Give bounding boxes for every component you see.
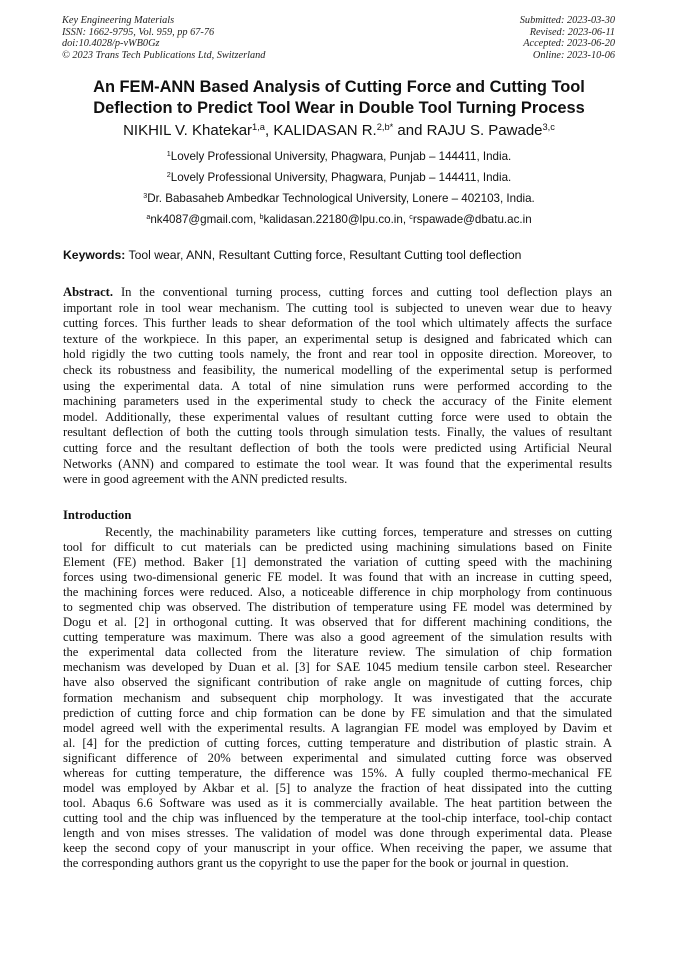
journal-name: Key Engineering Materials xyxy=(62,15,175,26)
text-line: machining parameters used in the experimental study to check the accuracy of the Finite element xyxy=(63,394,612,409)
text-line: hold rigidly the two cutting tools namely, the front and rear tool in opposite direction. Moreover, to xyxy=(63,347,612,362)
text-line: were in good agreement with the ANN predicted results. xyxy=(63,472,348,487)
paper-title xyxy=(40,77,638,118)
text-line: model was employed by Akbar et al. [5] to analyze the fraction of heat dissipated into the cutting xyxy=(63,780,612,795)
issn-volume: ISSN: 1662-9795, Vol. 959, pp 67-76 xyxy=(62,26,215,38)
text-line: keep the second copy of your manuscript in your office. When receiving the paper, we assume that xyxy=(63,840,612,855)
keywords-label: Keywords: xyxy=(63,248,126,262)
text-line: using the experimental data. A total of nine simulation runs were performed according to the xyxy=(63,378,612,393)
abstract-label: Abstract. xyxy=(63,285,114,299)
text-line: Recently, the machinability parameters like cutting forces, temperature and stresses on cutting xyxy=(105,525,612,539)
text-line: cutting force and the resultant deflection of both the tools were predicted using Artificial Neural xyxy=(63,440,612,455)
author-name: RAJU S. Pawade xyxy=(426,122,543,139)
affiliation xyxy=(40,192,638,206)
email-link[interactable]: kalidasan.22180@lpu.co.in, xyxy=(263,213,410,226)
revised-date: Revised: 2023-06-11 xyxy=(529,26,615,38)
email-list xyxy=(40,213,638,227)
author-name: KALIDASAN R. xyxy=(273,122,377,139)
text-line: have also observed the significant contribution of rake angle on magnitude of cutting forces, chip xyxy=(63,675,612,690)
text-line: whereas for cutting temperature, the difference was 15%. A fully coupled thermo-mechanical FE xyxy=(63,765,612,780)
author-name: NIKHIL V. Khatekar xyxy=(123,122,253,139)
author-affil: 1,a xyxy=(252,121,265,132)
abstract xyxy=(63,285,612,488)
introduction-body xyxy=(63,525,612,871)
journal-info xyxy=(62,15,265,61)
text-line: check its robustness and feasibility, the numerical modelling of the experimental setup is performed xyxy=(63,362,612,377)
text-line: formation mechanism and subsequent chip morphology. It was investigated that the accurate xyxy=(63,690,612,705)
text-line: forces using two-dimensional generic FE model. It was found that with an increase in cutting speed, xyxy=(63,570,612,585)
author-separator: and xyxy=(393,122,427,139)
text-line: cutting forces. This further leads to shear deformation of the tool which ultimately affects the surface xyxy=(63,316,612,331)
email-marker: b xyxy=(259,212,264,222)
text-line: tool for difficult to cut materials can be predicted using machining simulations based on Finite xyxy=(63,540,612,555)
text-line: important role in tool wear mechanism. The cutting tool is subjected to uneven wear due to heavy xyxy=(63,300,612,315)
doi[interactable]: doi:10.4028/p-vWB0Gz xyxy=(62,38,160,50)
email-marker: c xyxy=(409,212,413,222)
author-affil: 3,c xyxy=(542,121,555,132)
title-line: Deflection to Predict Tool Wear in Double Tool Turning Process xyxy=(93,98,585,117)
email-link[interactable]: nk4087@gmail.com, xyxy=(150,213,260,226)
text-line: the experimental data collected from the literature review. The simulation of chip formation xyxy=(63,645,612,660)
text-line: al. [4] for the prediction of cutting forces, cutting temperature and distribution of plastic strain. A xyxy=(63,735,612,750)
text-line: cutting tool and the chip was influenced by the temperature at the tool-chip interface, tool-chip contact xyxy=(63,810,612,825)
text-line: length and von mises stresses. The validation of model was done through experimental data. Please xyxy=(63,825,612,840)
affiliation-text: Dr. Babasaheb Ambedkar Technological University, Lonere – 402103, India. xyxy=(147,192,535,205)
affiliation xyxy=(40,171,638,185)
abstract-text: In the conventional turning process, cutting forces and cutting tool deflection plays an xyxy=(113,285,612,299)
affiliation-marker: 1 xyxy=(166,149,171,159)
text-line: Dogu et al. [2] in orthogonal cutting. It was observed that for different machining conditions, the xyxy=(63,615,612,630)
copyright: © 2023 Trans Tech Publications Ltd, Switzerland xyxy=(62,49,266,61)
author-separator: , xyxy=(264,122,274,139)
text-line: model. Additionally, these experimental values of resultant cutting force were used to obtain the xyxy=(63,409,612,424)
keywords-text: Tool wear, ANN, Resultant Cutting force, Resultant Cutting tool deflection xyxy=(125,248,522,262)
text-line: cutting temperature was maximum. There was also a good agreement of the simulation results with xyxy=(63,630,612,645)
affiliation-text: Lovely Professional University, Phagwara, Punjab – 144411, India. xyxy=(170,150,512,163)
text-line: tool. Abaqus 6.6 Software was used as it is commercially available. The heat partition between the xyxy=(63,795,612,810)
email-marker: a xyxy=(146,212,151,222)
affiliation-text: Lovely Professional University, Phagwara, Punjab – 144411, India. xyxy=(170,171,512,184)
affiliation xyxy=(40,150,638,164)
text-line: mechanism was developed by Duan et al. [3] for SAE 1045 medium tensile carbon steel. Researcher xyxy=(63,660,612,675)
title-line: An FEM-ANN Based Analysis of Cutting Force and Cutting Tool xyxy=(93,78,585,96)
author-list xyxy=(40,121,638,141)
text-line: the machining forces were reduced. Also, a noticeable difference in chip morphology from continuous xyxy=(63,585,612,600)
dates-info xyxy=(520,15,615,61)
text-line: prediction of cutting force and chip formation can be done by FE simulation and that the simulated xyxy=(63,705,612,720)
text-line: Element (FE) method. Baker [1] demonstrated the variation of cutting speed with the machining xyxy=(63,555,612,570)
author-affil: 2,b* xyxy=(376,121,394,132)
online-date: Online: 2023-10-06 xyxy=(532,49,615,61)
text-line: texture of the workpiece. In this paper, an experimental setup is designed and fabricated which can xyxy=(63,331,612,346)
text-line: Networks (ANN) and compared to estimate the tool wear. It was found that the experimental results xyxy=(63,456,612,471)
text-line: the corresponding authors grant us the copyright to use the paper for the book or journal in question. xyxy=(63,856,569,871)
text-line xyxy=(63,285,612,301)
affiliation-marker: 2 xyxy=(166,170,171,180)
keywords xyxy=(63,248,521,262)
text-line: to segmented chip was observed. The distribution of temperature using FE model was determined by xyxy=(63,600,612,615)
accepted-date: Accepted: 2023-06-20 xyxy=(523,38,615,50)
text-line: model agreed well with the experimental results. A lagrangian FE model was employed by Davim et xyxy=(63,720,612,735)
email-link[interactable]: rspawade@dbatu.ac.in xyxy=(412,213,532,226)
submitted-date: Submitted: 2023-03-30 xyxy=(519,15,615,26)
text-line: resultant deflection of both the cutting tools through simulation tests. Finally, the values of resultant xyxy=(63,425,612,440)
affiliation-marker: 3 xyxy=(143,191,148,201)
text-line: significant difference of 20% between experimental and simulated cutting force was observed xyxy=(63,750,612,765)
section-heading-introduction: Introduction xyxy=(63,508,132,522)
